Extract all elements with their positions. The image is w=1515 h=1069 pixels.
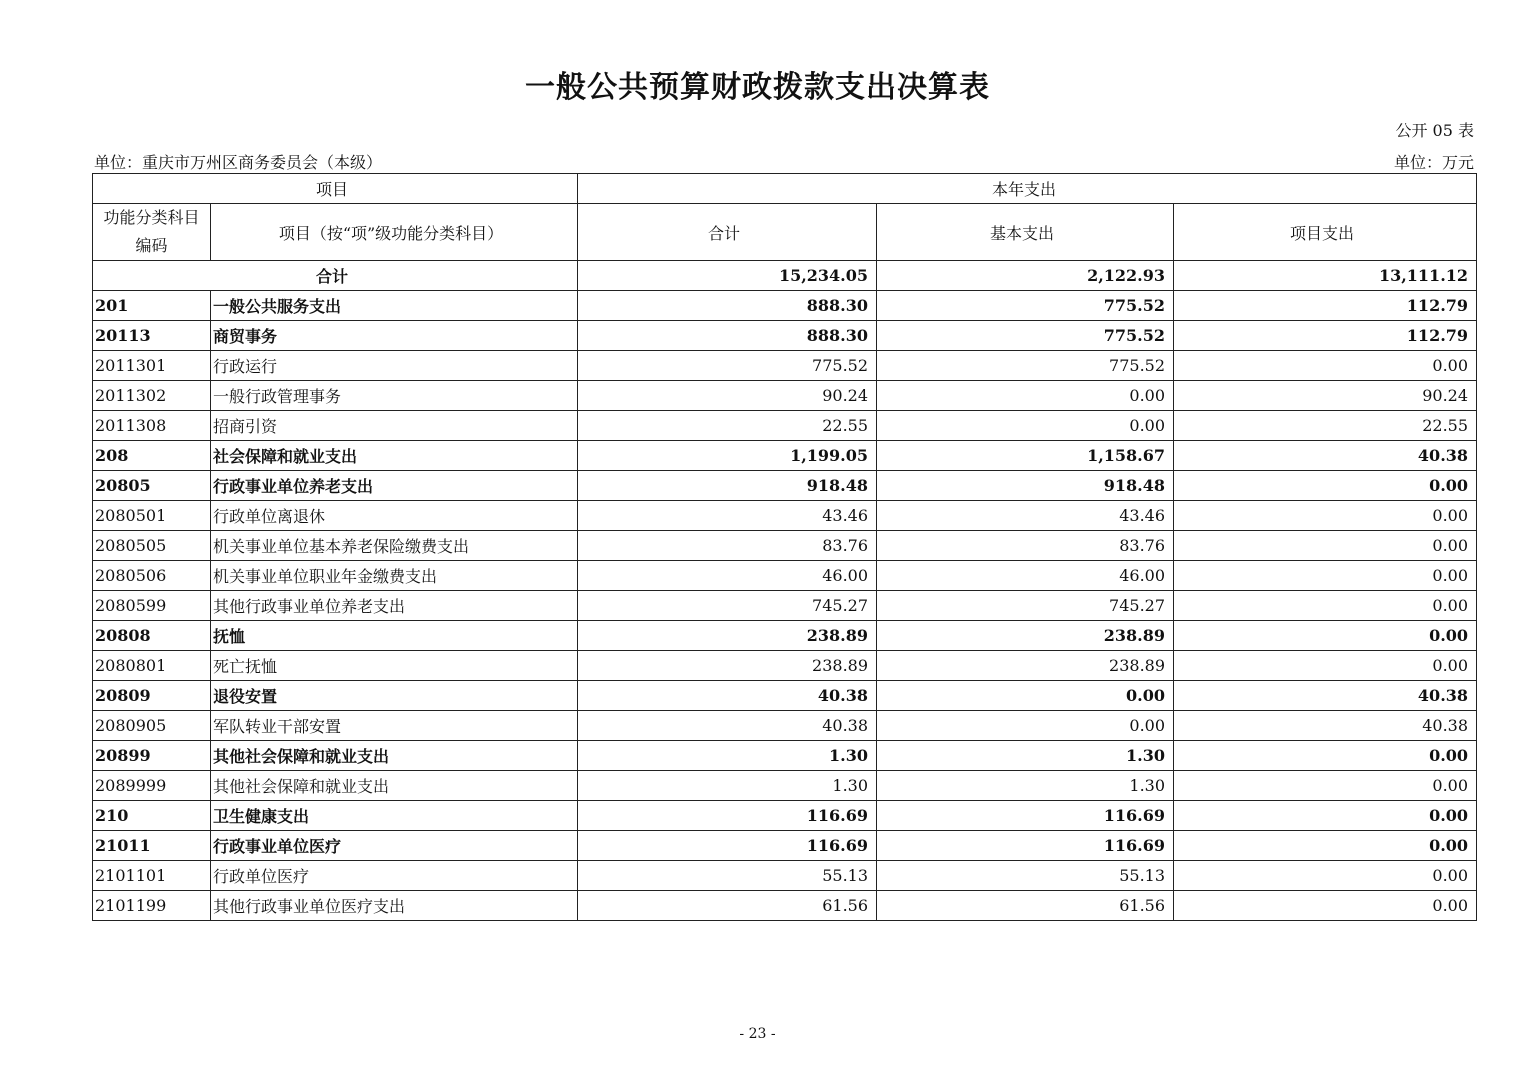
row-basic: 745.27 xyxy=(877,591,1174,621)
row-basic: 116.69 xyxy=(877,831,1174,861)
row-basic: 0.00 xyxy=(877,381,1174,411)
table-row xyxy=(93,891,1477,921)
row-name: 一般行政管理事务 xyxy=(211,381,578,411)
row-code: 2011308 xyxy=(93,411,211,441)
row-code: 2080801 xyxy=(93,651,211,681)
row-code: 20809 xyxy=(93,681,211,711)
row-basic: 775.52 xyxy=(877,351,1174,381)
table-row xyxy=(93,741,1477,771)
table-row xyxy=(93,411,1477,441)
row-code: 201 xyxy=(93,291,211,321)
row-basic: 1.30 xyxy=(877,741,1174,771)
row-basic: 116.69 xyxy=(877,801,1174,831)
header-current-year: 本年支出 xyxy=(578,174,1477,204)
table-row xyxy=(93,621,1477,651)
row-name: 死亡抚恤 xyxy=(211,651,578,681)
row-project: 0.00 xyxy=(1174,591,1477,621)
row-basic: 238.89 xyxy=(877,621,1174,651)
row-code: 2080506 xyxy=(93,561,211,591)
row-code: 2089999 xyxy=(93,771,211,801)
row-total: 116.69 xyxy=(578,831,877,861)
row-basic: 775.52 xyxy=(877,321,1174,351)
row-total: 83.76 xyxy=(578,531,877,561)
row-code: 2101199 xyxy=(93,891,211,921)
row-name: 其他社会保障和就业支出 xyxy=(211,771,578,801)
row-code: 2080599 xyxy=(93,591,211,621)
row-total: 238.89 xyxy=(578,651,877,681)
header-code xyxy=(93,204,211,261)
header-code-line2: 编码 xyxy=(135,236,168,255)
row-total: 61.56 xyxy=(578,891,877,921)
row-name: 机关事业单位职业年金缴费支出 xyxy=(211,561,578,591)
row-project: 0.00 xyxy=(1174,771,1477,801)
row-project: 0.00 xyxy=(1174,471,1477,501)
row-code: 20113 xyxy=(93,321,211,351)
header-name: 项目（按“项”级功能分类科目） xyxy=(211,204,578,261)
row-name: 机关事业单位基本养老保险缴费支出 xyxy=(211,531,578,561)
header-project: 项目 xyxy=(93,174,578,204)
row-total: 116.69 xyxy=(578,801,877,831)
row-name: 社会保障和就业支出 xyxy=(211,441,578,471)
total-project: 13,111.12 xyxy=(1174,261,1477,291)
row-total: 1.30 xyxy=(578,771,877,801)
row-code: 2080501 xyxy=(93,501,211,531)
row-total: 918.48 xyxy=(578,471,877,501)
header-code-line1: 功能分类科目 xyxy=(103,208,200,227)
table-row xyxy=(93,711,1477,741)
row-code: 21011 xyxy=(93,831,211,861)
table-row xyxy=(93,531,1477,561)
row-total: 745.27 xyxy=(578,591,877,621)
table-row xyxy=(93,321,1477,351)
row-total: 90.24 xyxy=(578,381,877,411)
total-label: 合计 xyxy=(93,261,578,291)
table-row xyxy=(93,681,1477,711)
header-row-2 xyxy=(93,204,1477,261)
row-basic: 55.13 xyxy=(877,861,1174,891)
row-project: 0.00 xyxy=(1174,861,1477,891)
row-basic: 61.56 xyxy=(877,891,1174,921)
header-row-1 xyxy=(93,174,1477,204)
total-sum: 15,234.05 xyxy=(578,261,877,291)
table-row xyxy=(93,501,1477,531)
table-row xyxy=(93,591,1477,621)
row-total: 46.00 xyxy=(578,561,877,591)
total-row xyxy=(93,261,1477,291)
table-row xyxy=(93,471,1477,501)
row-basic: 46.00 xyxy=(877,561,1174,591)
row-total: 1,199.05 xyxy=(578,441,877,471)
row-basic: 918.48 xyxy=(877,471,1174,501)
row-project: 0.00 xyxy=(1174,651,1477,681)
row-project: 40.38 xyxy=(1174,681,1477,711)
row-code: 2011302 xyxy=(93,381,211,411)
row-name: 其他行政事业单位养老支出 xyxy=(211,591,578,621)
row-name: 抚恤 xyxy=(211,621,578,651)
expenditure-table xyxy=(92,173,1477,921)
row-project: 112.79 xyxy=(1174,291,1477,321)
row-name: 行政单位医疗 xyxy=(211,861,578,891)
row-basic: 1.30 xyxy=(877,771,1174,801)
row-code: 20808 xyxy=(93,621,211,651)
header-project-expense: 项目支出 xyxy=(1174,204,1477,261)
row-total: 238.89 xyxy=(578,621,877,651)
row-code: 20805 xyxy=(93,471,211,501)
row-code: 2080905 xyxy=(93,711,211,741)
page-title: 一般公共预算财政拨款支出决算表 xyxy=(525,70,990,105)
row-basic: 1,158.67 xyxy=(877,441,1174,471)
row-total: 55.13 xyxy=(578,861,877,891)
row-basic: 0.00 xyxy=(877,681,1174,711)
row-basic: 0.00 xyxy=(877,711,1174,741)
row-basic: 0.00 xyxy=(877,411,1174,441)
row-code: 2080505 xyxy=(93,531,211,561)
row-total: 40.38 xyxy=(578,711,877,741)
row-name: 其他社会保障和就业支出 xyxy=(211,741,578,771)
row-code: 208 xyxy=(93,441,211,471)
table-row xyxy=(93,771,1477,801)
table-row xyxy=(93,831,1477,861)
row-total: 40.38 xyxy=(578,681,877,711)
table-row xyxy=(93,351,1477,381)
row-project: 22.55 xyxy=(1174,411,1477,441)
row-name: 行政事业单位医疗 xyxy=(211,831,578,861)
row-total: 888.30 xyxy=(578,291,877,321)
row-name: 军队转业干部安置 xyxy=(211,711,578,741)
table-row xyxy=(93,561,1477,591)
row-code: 2101101 xyxy=(93,861,211,891)
row-project: 0.00 xyxy=(1174,501,1477,531)
row-project: 90.24 xyxy=(1174,381,1477,411)
table-row xyxy=(93,651,1477,681)
row-name: 行政运行 xyxy=(211,351,578,381)
row-name: 行政事业单位养老支出 xyxy=(211,471,578,501)
page-number: - 23 - xyxy=(739,1026,776,1042)
table-row xyxy=(93,381,1477,411)
row-project: 0.00 xyxy=(1174,831,1477,861)
row-project: 40.38 xyxy=(1174,441,1477,471)
row-project: 112.79 xyxy=(1174,321,1477,351)
row-code: 2011301 xyxy=(93,351,211,381)
unit-label: 单位：重庆市万州区商务委员会（本级） xyxy=(94,153,383,172)
row-project: 0.00 xyxy=(1174,891,1477,921)
table-row xyxy=(93,861,1477,891)
row-project: 0.00 xyxy=(1174,561,1477,591)
row-basic: 83.76 xyxy=(877,531,1174,561)
row-basic: 775.52 xyxy=(877,291,1174,321)
currency-unit-label: 单位：万元 xyxy=(1393,153,1474,172)
row-name: 商贸事务 xyxy=(211,321,578,351)
row-project: 0.00 xyxy=(1174,741,1477,771)
row-total: 1.30 xyxy=(578,741,877,771)
table-row xyxy=(93,291,1477,321)
row-name: 招商引资 xyxy=(211,411,578,441)
row-code: 210 xyxy=(93,801,211,831)
row-total: 22.55 xyxy=(578,411,877,441)
total-basic: 2,122.93 xyxy=(877,261,1174,291)
form-number: 公开 05 表 xyxy=(1395,121,1474,140)
row-project: 0.00 xyxy=(1174,621,1477,651)
header-basic: 基本支出 xyxy=(877,204,1174,261)
row-project: 0.00 xyxy=(1174,801,1477,831)
row-total: 775.52 xyxy=(578,351,877,381)
row-project: 40.38 xyxy=(1174,711,1477,741)
row-name: 其他行政事业单位医疗支出 xyxy=(211,891,578,921)
row-code: 20899 xyxy=(93,741,211,771)
table-row xyxy=(93,801,1477,831)
table-row xyxy=(93,441,1477,471)
row-project: 0.00 xyxy=(1174,531,1477,561)
row-name: 一般公共服务支出 xyxy=(211,291,578,321)
row-basic: 43.46 xyxy=(877,501,1174,531)
row-name: 行政单位离退休 xyxy=(211,501,578,531)
row-project: 0.00 xyxy=(1174,351,1477,381)
row-basic: 238.89 xyxy=(877,651,1174,681)
header-total: 合计 xyxy=(578,204,877,261)
row-total: 888.30 xyxy=(578,321,877,351)
row-name: 退役安置 xyxy=(211,681,578,711)
row-total: 43.46 xyxy=(578,501,877,531)
row-name: 卫生健康支出 xyxy=(211,801,578,831)
